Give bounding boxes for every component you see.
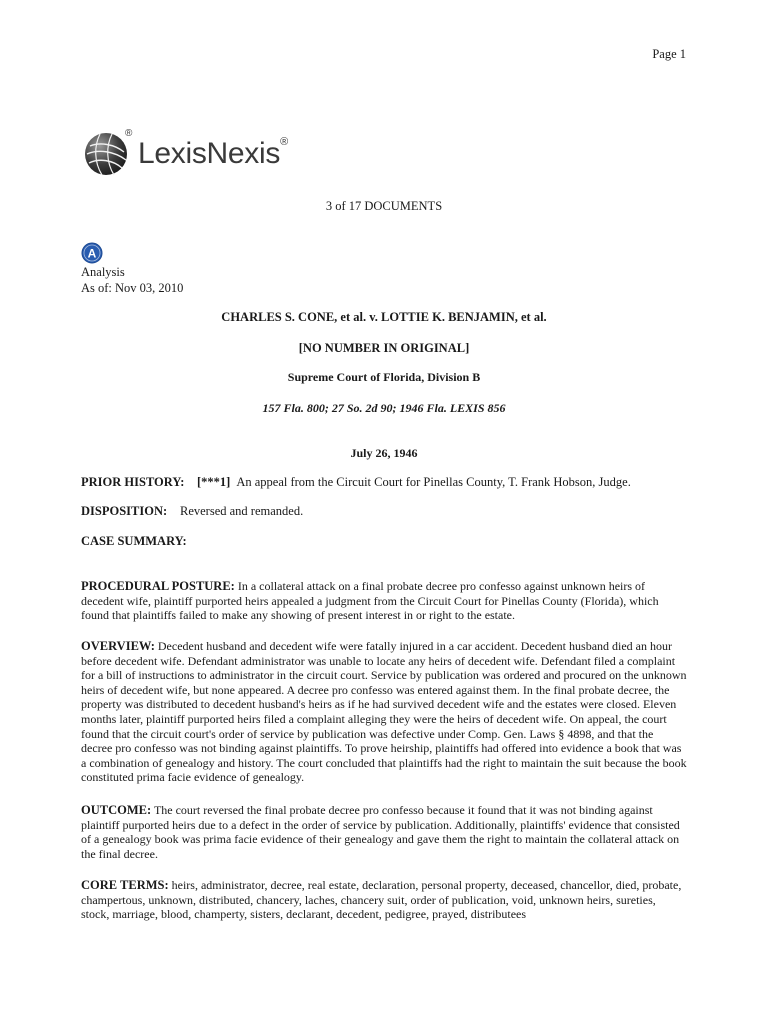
analysis-icon-letter: A xyxy=(87,246,97,261)
analysis-block xyxy=(81,264,183,296)
overview-label: OVERVIEW: xyxy=(81,639,155,653)
disposition-label: DISPOSITION: xyxy=(81,504,168,518)
core-terms xyxy=(81,878,687,922)
prior-history-label: PRIOR HISTORY: xyxy=(81,475,185,489)
procedural-posture-label: PROCEDURAL POSTURE: xyxy=(81,579,235,593)
logo-brand: LexisNexis xyxy=(138,137,281,170)
outcome-label: OUTCOME: xyxy=(81,803,152,817)
court-name: Supreme Court of Florida, Division B xyxy=(287,370,481,384)
case-title: CHARLES S. CONE, et al. v. LOTTIE K. BENJAMIN, et al. xyxy=(221,310,547,324)
overview xyxy=(81,639,687,785)
outcome xyxy=(81,803,687,861)
disposition-text: Reversed and remanded. xyxy=(180,504,304,518)
case-summary-heading: CASE SUMMARY: xyxy=(81,534,187,548)
logo-wordmark-registered: ® xyxy=(280,136,288,148)
core-terms-text: heirs, administrator, decree, real estate, declaration, personal property, deceased, chancellor, died, probate, champertous, unknown, distributed, chancery, laches, chancery suit, order of publication, void, unknown heirs, sureties, stock, marriage, blood, champerty, sisters, declarant, decedent, pedigree, prayed, distributees xyxy=(81,878,682,922)
prior-history-text: An appeal from the Circuit Court for Pinellas County, T. Frank Hobson, Judge. xyxy=(236,475,631,489)
star-page-marker: [***1] xyxy=(197,475,231,489)
lexisnexis-globe-icon xyxy=(84,132,128,176)
logo-wordmark xyxy=(138,136,288,170)
analysis-label: Analysis xyxy=(81,265,125,279)
citations[interactable]: 157 Fla. 800; 27 So. 2d 90; 1946 Fla. LEXIS 856 xyxy=(262,401,506,415)
analysis-signal-icon[interactable] xyxy=(81,242,103,264)
disposition xyxy=(81,504,303,519)
core-terms-label: CORE TERMS: xyxy=(81,878,169,892)
page-number: Page 1 xyxy=(652,47,686,61)
case-number: [NO NUMBER IN ORIGINAL] xyxy=(298,341,470,355)
procedural-posture xyxy=(81,579,687,623)
outcome-text: The court reversed the final probate decree pro confesso because it found that it was not binding against plaintiff purported heirs due to a defect in the order of service by publication. Additionally, plaintiffs' evidence that consisted of a genealogy book was prima facie evidence of their genealogy and gave them the right to maintain the collateral attack on the final decree. xyxy=(81,803,680,861)
as-of-date: As of: Nov 03, 2010 xyxy=(81,281,184,295)
lexisnexis-logo xyxy=(84,128,288,176)
decision-date: July 26, 1946 xyxy=(350,446,418,460)
document-count: 3 of 17 DOCUMENTS xyxy=(325,199,443,213)
overview-text: Decedent husband and decedent wife were fatally injured in a car accident. Decedent husband died an hour before decedent wife. Defendant administrator was unable to locate any heirs of decedent wife. Defendant filed a complaint for a bill of instructions to administrator in the circuit court. Service by publication was ordered and procured on the unknown heirs of decedent wife, but none appeared. A decree pro confesso was entered against them. In the final probate decree, the property was distributed to decedent husband's heirs as if he had survived decedent wife and the estates were closed. Eleven months later, plaintiff purported heirs filed a complaint alleging they were the heirs of decedent wife. On appeal, the court found that the circuit court's order of service by publication was defective under Comp. Gen. Laws § 4898, and that the decree pro confesso was not binding against plaintiffs. To prove heirship, plaintiffs had offered into evidence a book that was a combination of genealogy and history. The court concluded that plaintiffs had the right to maintain the suit because the book constituted prima facie evidence of genealogy. xyxy=(81,639,687,785)
prior-history xyxy=(81,475,631,490)
procedural-posture-text: In a collateral attack on a final probate decree pro confesso against unknown heirs of decedent wife, plaintiff purported heirs appealed a judgment from the Circuit Court for Pinellas County (Florida), which found that plaintiffs failed to make any showing of present interest in or right to the estate. xyxy=(81,579,659,623)
logo-registered-mark-icon: ® xyxy=(125,128,133,139)
